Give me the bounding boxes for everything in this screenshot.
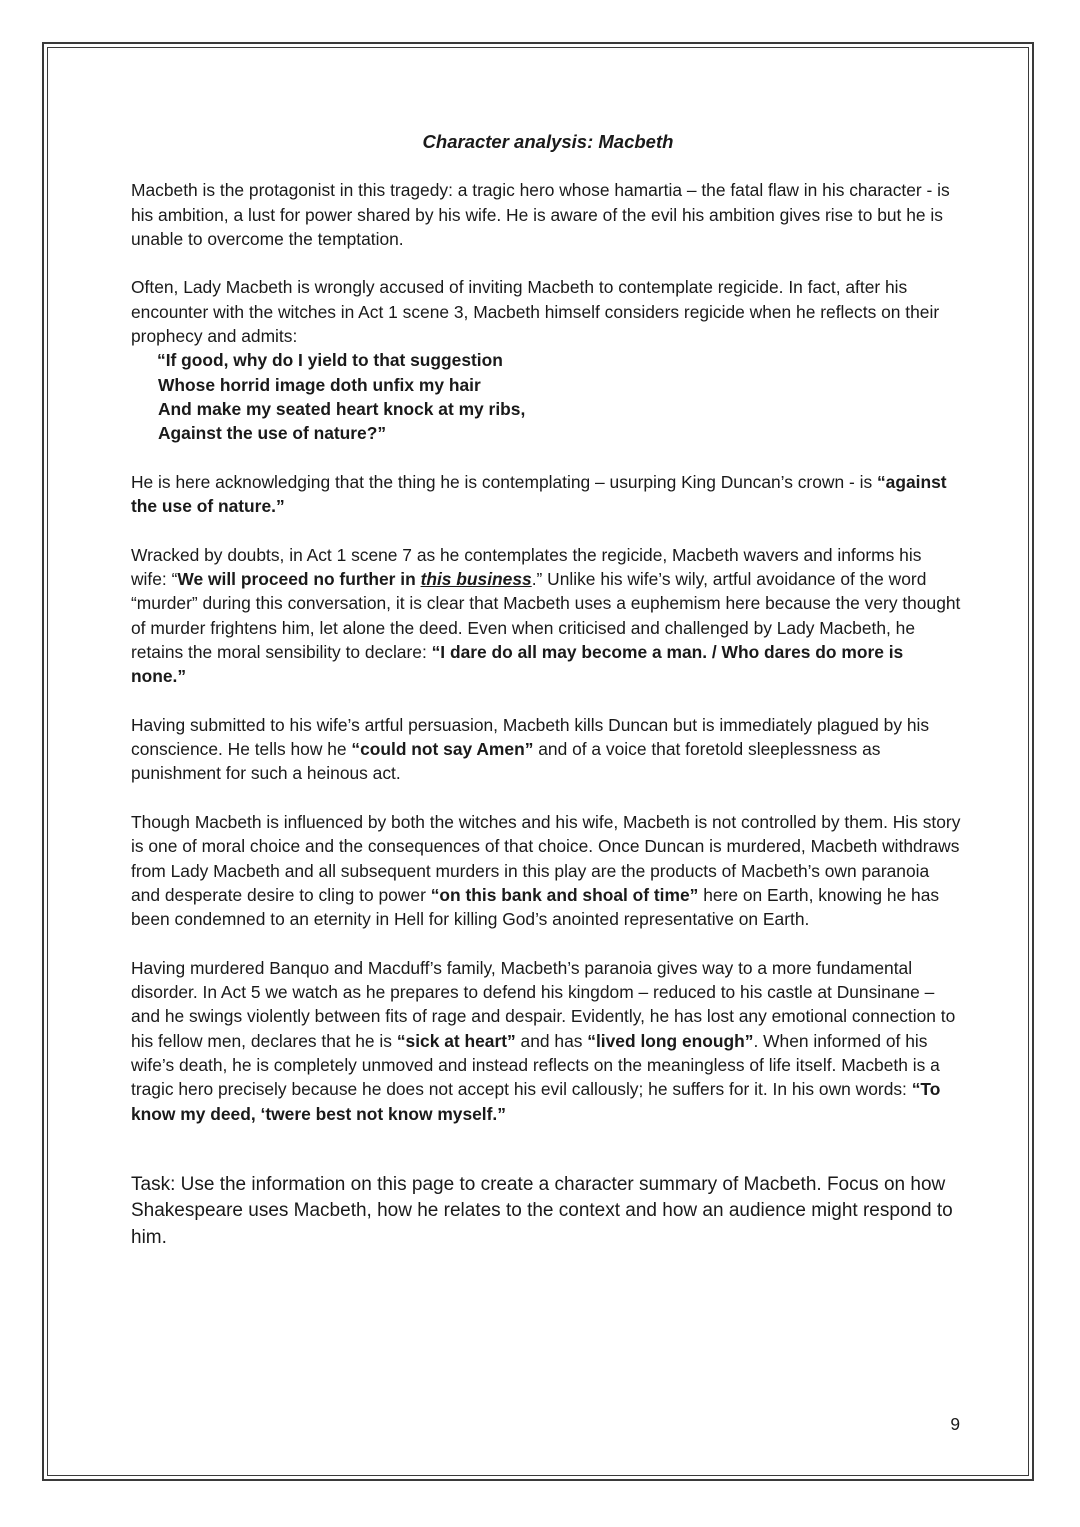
text-run: here on Earth, knowing he has been condemned to an eternity in Hell for killing God’s anointed representative on Earth.: [131, 884, 940, 930]
bold-quote: We will proceed no further in: [177, 569, 421, 590]
task-instructions: Task: Use the information on this page to create a character summary of Macbeth. Focus on how Shakespeare uses Macbeth, how he relates to the context and how an audience might respond to him.: [131, 1173, 953, 1248]
paragraph-conscience: [131, 713, 961, 786]
paragraph-doubts: [131, 543, 961, 689]
paragraph-acknowledging: [131, 470, 961, 519]
text-run: Having murdered Banquo and Macduff’s family, Macbeth’s paranoia gives way to a more fundamental disorder. In Act 5 we watch as he prepares to defend his kingdom – reduced to his castle at Dunsinane – and he swings violently between fits of rage and despair. Evidently, he has lost any emotional connection to his fellow men, declares that he is: [131, 957, 956, 1051]
bold-quote: “could not say Amen”: [351, 739, 534, 760]
page-number: 9: [950, 1414, 960, 1434]
emphasized-quote: this business: [420, 569, 532, 590]
bold-quote: “lived long enough”: [587, 1030, 754, 1051]
bold-quote: “on this bank and shoal of time”: [430, 884, 699, 905]
text-run: . When informed of his wife’s death, he is completely unmoved and instead reflects on the meaningless of life itself. Macbeth is a tragic hero precisely because he does not accept his evil callously; he suffers for it. In his own words:: [131, 1030, 940, 1100]
document-body: [131, 130, 961, 1276]
bold-quote: “I dare do all may become a man. / Who dares do more is none.”: [131, 641, 904, 687]
text-run: and has: [515, 1030, 588, 1051]
quote-line: “If good, why do I yield to that suggestion: [157, 350, 503, 371]
text-run: and of a voice that foretold sleeplessness as punishment for such a heinous act.: [131, 739, 881, 784]
text-run: .” Unlike his wife’s wily, artful avoidance of the word “murder” during this conversation, it is clear that Macbeth uses a euphemism here because the very thought of murder frightens him, let alone the deed. Even when criticised and challenged by Lady Macbeth, he retains the moral sensibility to declare:: [131, 569, 961, 662]
quote-line: Against the use of nature?”: [158, 423, 387, 444]
quote-line: Whose horrid image doth unfix my hair: [158, 374, 481, 395]
text-run: Wracked by doubts, in Act 1 scene 7 as he contemplates the regicide, Macbeth wavers and informs his wife: “: [131, 544, 922, 590]
paragraph-intro: Macbeth is the protagonist in this tragedy: a tragic hero whose hamartia – the fatal flaw in his character - is his ambition, a lust for power shared by his wife. He is aware of the evil his ambition gives rise to but he is unable to overcome the temptation.: [131, 180, 950, 249]
bold-quote: “sick at heart”: [396, 1030, 516, 1051]
text-run: He is here acknowledging that the thing he is contemplating – usurping King Duncan’s crown - is: [131, 471, 877, 492]
paragraph-disorder: [131, 956, 961, 1126]
page-title: Character analysis: Macbeth: [422, 131, 674, 152]
bold-quote: “against the use of nature.”: [131, 471, 947, 517]
paragraph-moral-choice: [131, 810, 961, 931]
text-run: Though Macbeth is influenced by both the witches and his wife, Macbeth is not controlled by them. His story is one of moral choice and the consequences of that choice. Once Duncan is murdered, Macbeth withdraws from Lady Macbeth and all subsequent murders in this play are the products of Macbeth’s own paranoia and desperate desire to cling to power: [131, 812, 961, 905]
paragraph-regicide: Often, Lady Macbeth is wrongly accused of inviting Macbeth to contemplate regicide. In fact, after his encounter with the witches in Act 1 scene 3, Macbeth himself considers regicide when he reflects on their prophecy and admits:: [131, 277, 940, 347]
quote-block: [157, 348, 961, 445]
bold-quote: “To know my deed, ‘twere best not know myself.”: [131, 1079, 941, 1124]
quote-line: And make my seated heart knock at my ribs,: [158, 398, 526, 419]
text-run: Having submitted to his wife’s artful persuasion, Macbeth kills Duncan but is immediately plagued by his conscience. He tells how he: [131, 714, 930, 760]
